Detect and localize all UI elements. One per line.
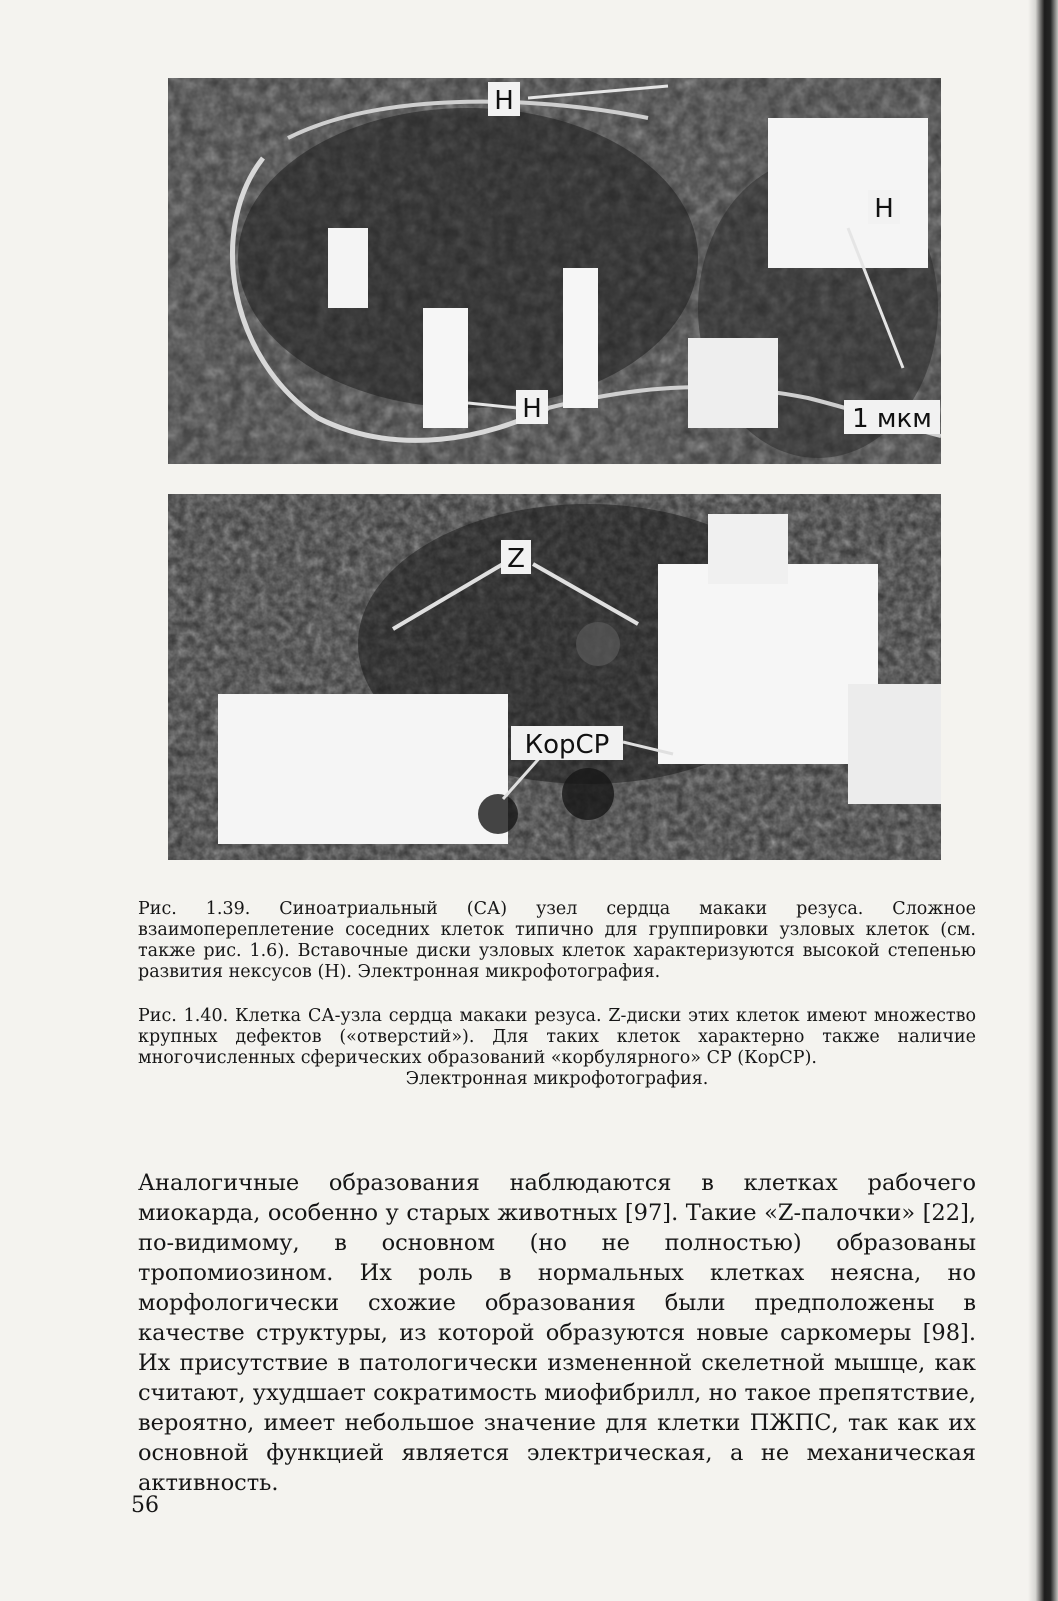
page-number: 56 <box>131 1493 159 1518</box>
micrograph-1-39-image <box>168 78 941 464</box>
corbular-sr-label: КорСР <box>524 730 610 760</box>
nexus-label-right: Н <box>874 194 894 224</box>
figure-caption-1-39: Рис. 1.39. Синоатриальный (СА) узел сердца макаки резуса. Сложное взаимопереплетение соседних клеток типично для группировки узловых клеток (см. также рис. 1.6). Вставочные диски узловых клеток характеризуются высокой степенью развития нексусов (Н). Электронная микрофотография. <box>138 899 976 982</box>
figure-caption-1-40-last-line: Электронная микрофотография. <box>405 1069 709 1089</box>
micrograph-figure-1-39 <box>168 78 941 464</box>
scale-bar-label: 1 мкм <box>852 404 932 434</box>
body-paragraph: Аналогичные образования наблюдаются в клетках рабочего миокарда, особенно у старых животных [97]. Такие «Z-палочки» [22], по-видимому, в основном (но не полностью) образованы тропомиозином. Их роль в нормальных клетках неясна, но морфологически схожие образования были предположены в качестве структуры, из которой образуются новые саркомеры [98]. Их присутствие в патологически измененной скелетной мышце, как считают, ухудшает сократимость миофибрилл, но такое препятствие, вероятно, имеет небольшое значение для клетки ПЖПС, так как их основной функцией является электрическая, а не механическая активность. <box>138 1170 976 1496</box>
figure-caption-1-40 <box>138 1006 976 1090</box>
figure-caption-1-40-main: Рис. 1.40. Клетка СА-узла сердца макаки резуса. Z-диски этих клеток имеют множество крупных дефектов («отверстий»). Для таких клеток характерно также наличие многочисленных сферических образований «корбулярного» СР (КорСР). <box>138 1006 976 1068</box>
book-spine-shadow <box>1028 0 1058 1601</box>
nexus-label-top: Н <box>494 86 514 116</box>
micrograph-figure-1-40 <box>168 494 941 860</box>
micrograph-1-40-image <box>168 494 941 860</box>
nexus-label-bottom: Н <box>522 394 542 424</box>
z-disc-label: Z <box>507 544 525 574</box>
